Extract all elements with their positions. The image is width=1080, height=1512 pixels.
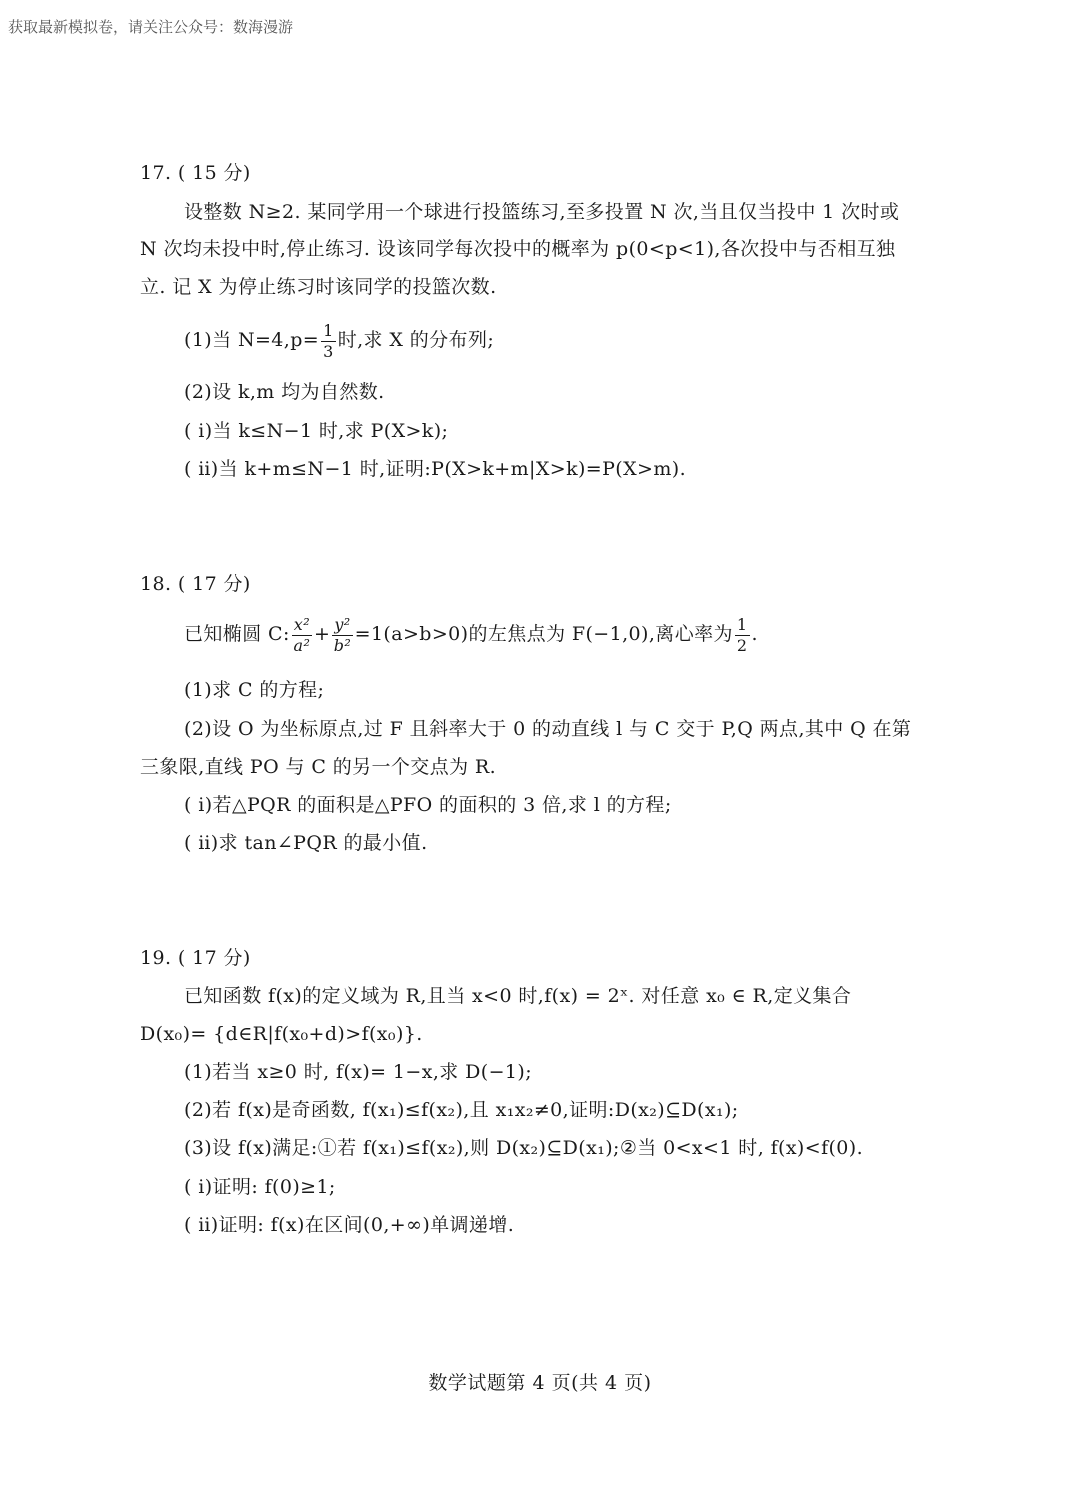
q17-p-denominator: 3: [323, 341, 334, 361]
q19-stem-line-2: D(x₀)= {d∈R|f(x₀+d)>f(x₀)}.: [140, 1023, 423, 1045]
q17-part-1: [184, 314, 494, 366]
q18-header: 18. ( 17 分): [140, 573, 251, 595]
q19-part-3-i: ( ⅰ)证明: f(0)≥1;: [184, 1176, 336, 1198]
q18-x-fraction: [292, 614, 312, 655]
q18-stem-end: .: [751, 623, 758, 645]
q18-stem: [184, 604, 758, 664]
q18-e-numerator: 1: [736, 614, 748, 634]
q17-part-2-i: ( ⅰ)当 k≤N−1 时,求 P(X>k);: [184, 420, 449, 442]
q18-y-denominator: b²: [333, 635, 352, 655]
q19-header: 19. ( 17 分): [140, 947, 251, 969]
q17-header: 17. ( 15 分): [140, 162, 251, 184]
q17-p-numerator: 1: [323, 320, 334, 340]
q19-part-2: (2)若 f(x)是奇函数, f(x₁)≤f(x₂),且 x₁x₂≠0,证明:D(x₂)⊆D(x₁);: [184, 1099, 739, 1121]
q19-part-3-ii: ( ⅱ)证明: f(x)在区间(0,+∞)单调递增.: [184, 1214, 515, 1236]
q17-part-1-prefix: (1)当 N=4,p=: [184, 329, 320, 351]
q18-x-numerator: x²: [293, 614, 311, 634]
q18-stem-prefix: 已知椭圆 C:: [184, 623, 290, 645]
q19-part-1: (1)若当 x≥0 时, f(x)= 1−x,求 D(−1);: [184, 1061, 532, 1083]
q18-part-2-line-2: 三象限,直线 PO 与 C 的另一个交点为 R.: [140, 756, 497, 778]
q18-eccentricity-fraction: [735, 614, 750, 655]
q19-stem-line-1: 已知函数 f(x)的定义域为 R,且当 x<0 时,f(x) = 2ˣ. 对任意 x₀ ∈ R,定义集合: [184, 985, 852, 1007]
q19-part-3: (3)设 f(x)满足:①若 f(x₁)≤f(x₂),则 D(x₂)⊆D(x₁);②当 0<x<1 时, f(x)<f(0).: [184, 1137, 864, 1159]
page-footer: 数学试题第 4 页(共 4 页): [428, 1372, 652, 1394]
q18-e-denominator: 2: [736, 635, 748, 655]
q17-part-2: (2)设 k,m 均为自然数.: [184, 381, 385, 403]
q17-part-1-suffix: 时,求 X 的分布列;: [337, 329, 495, 351]
q17-stem-line-2: N 次均未投中时,停止练习. 设该同学每次投中的概率为 p(0<p<1),各次投中与否相互独: [140, 238, 896, 260]
q18-y-fraction: [332, 614, 352, 655]
watermark-text: 获取最新模拟卷，请关注公众号：数海漫游: [8, 18, 294, 36]
q18-part-2-i: ( ⅰ)若△PQR 的面积是△PFO 的面积的 3 倍,求 l 的方程;: [184, 794, 672, 816]
q18-stem-middle: =1(a>b>0)的左焦点为 F(−1,0),离心率为: [354, 623, 733, 645]
q18-x-denominator: a²: [293, 635, 311, 655]
q18-plus-sign: +: [314, 623, 331, 645]
q18-part-2-line-1: (2)设 O 为坐标原点,过 F 且斜率大于 0 的动直线 l 与 C 交于 P,Q 两点,其中 Q 在第: [184, 718, 912, 740]
q18-y-numerator: y²: [334, 614, 351, 634]
q18-part-2-ii: ( ⅱ)求 tan∠PQR 的最小值.: [184, 832, 428, 854]
q17-stem-line-1: 设整数 N≥2. 某同学用一个球进行投篮练习,至多投置 N 次,当且仅当投中 1 次时或: [184, 201, 900, 223]
q18-part-1: (1)求 C 的方程;: [184, 679, 325, 701]
q17-stem-line-3: 立. 记 X 为停止练习时该同学的投篮次数.: [140, 276, 497, 298]
q17-part-2-ii: ( ⅱ)当 k+m≤N−1 时,证明:P(X>k+m|X>k)=P(X>m).: [184, 458, 687, 480]
q17-p-fraction: [321, 320, 336, 361]
